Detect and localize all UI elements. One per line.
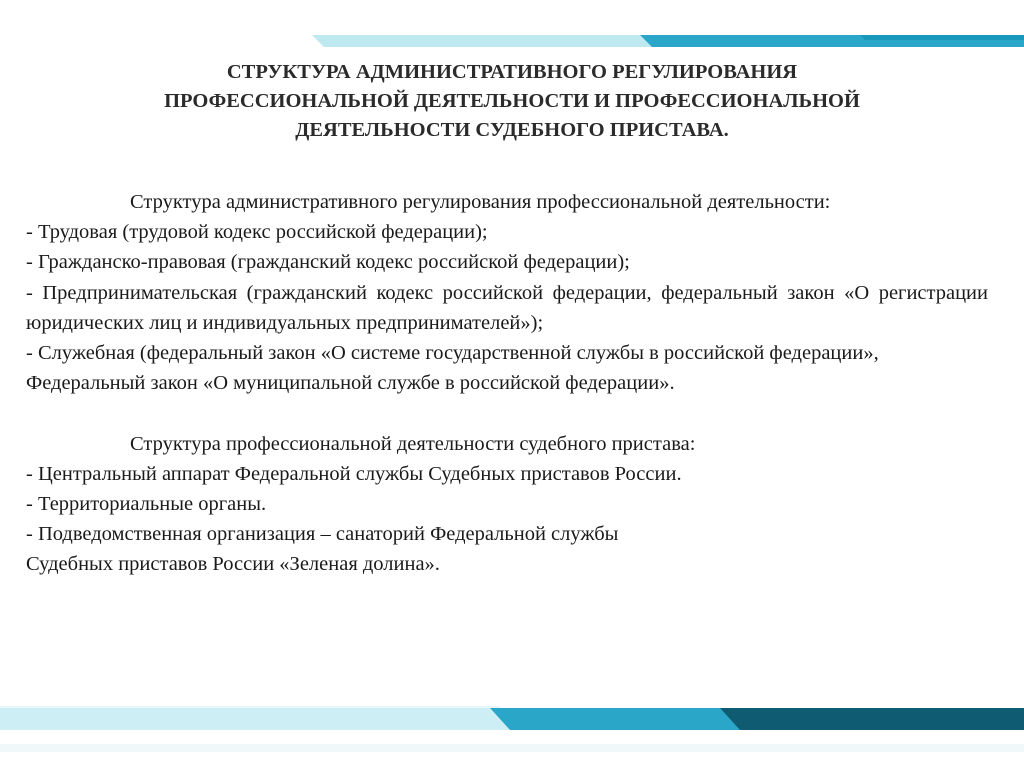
- list-item: - Трудовая (трудовой кодекс российской федерации);: [26, 221, 488, 244]
- section2-heading: Структура профессиональной деятельности судебного пристава:: [130, 432, 696, 455]
- title-line: ПРОФЕССИОНАЛЬНОЙ ДЕЯТЕЛЬНОСТИ И ПРОФЕССИОНАЛЬНОЙ: [164, 90, 860, 112]
- top-decor-stripes: [0, 0, 1024, 60]
- section1-heading: Структура административного регулирования профессиональной деятельности:: [130, 191, 831, 213]
- paragraph-spacer: [26, 398, 988, 428]
- title-line: ДЕЯТЕЛЬНОСТИ СУДЕБНОГО ПРИСТАВА.: [295, 119, 729, 141]
- list-item: - Центральный аппарат Федеральной службы Судебных приставов России.: [26, 462, 682, 485]
- list-item: - Гражданско-правовая (гражданский кодекс российской федерации);: [26, 251, 630, 274]
- list-item: Судебных приставов России «Зеленая долина».: [26, 553, 440, 576]
- slide-body: [26, 187, 988, 580]
- slide-title: [60, 58, 964, 145]
- title-line: СТРУКТУРА АДМИНИСТРАТИВНОГО РЕГУЛИРОВАНИЯ: [226, 61, 798, 83]
- list-item: - Служебная (федеральный закон «О системе государственной службы в российской федерации»,: [26, 342, 879, 365]
- bottom-decor-stripes: [0, 700, 1024, 767]
- list-item: - Территориальные органы.: [26, 493, 267, 516]
- list-item: - Подведомственная организация – санаторий Федеральной службы: [26, 523, 619, 546]
- list-item: - Предпринимательская (гражданский кодекс российской федерации, федеральный закон «О регистрации юридических лиц и индивидуальных предпринимателей»);: [26, 281, 988, 334]
- list-item: Федеральный закон «О муниципальной службе в российской федерации».: [26, 372, 675, 395]
